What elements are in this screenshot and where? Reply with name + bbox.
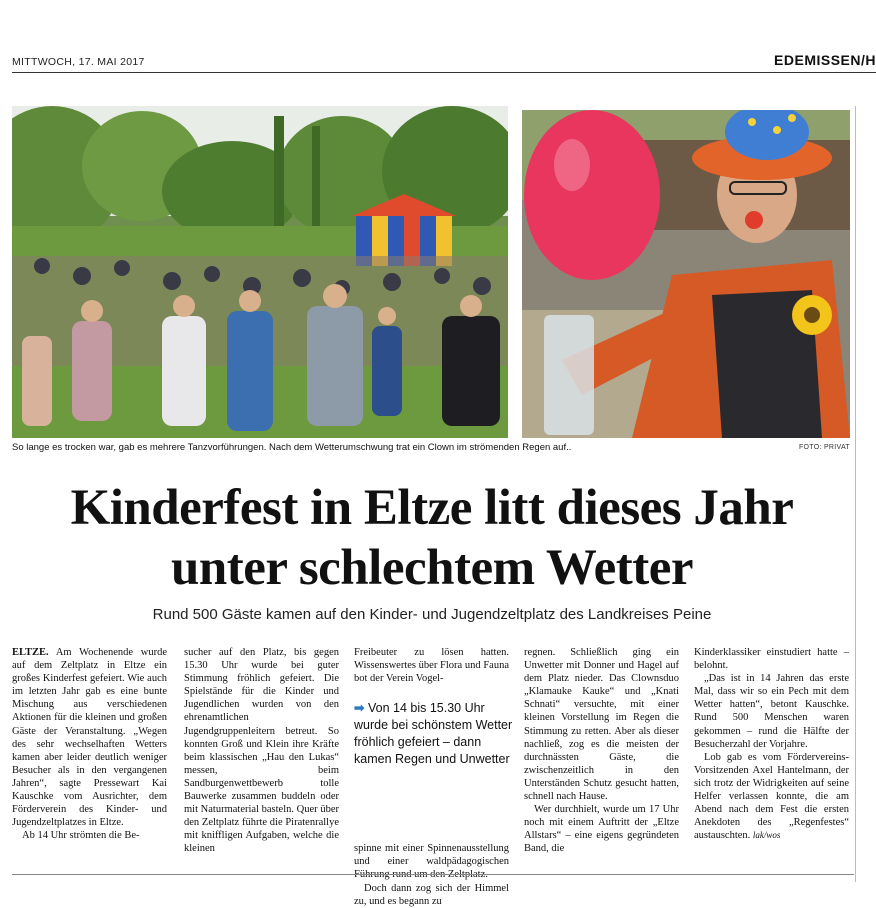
bottom-rule — [12, 874, 854, 875]
section-name: EDEMISSEN/H — [774, 52, 876, 68]
paragraph: regnen. Schließlich ging ein Unwetter mit Donner und Hagel auf dem Platz nieder. Das Clownsduo „Klamauke Kauke“ und „Knati Schnati“ versuchte, mit einer kleinen Vorstellung im Regen die Stimmung zu retten. Aber als dieser nachließ, zog es die meisten der durchnässten Gäste, die zwischenzeitlich in den Unterständen Schutz gesucht hatten, schnell nach Hause. — [524, 647, 679, 803]
headline-line-1: Kinderfest in Eltze litt dieses Jahr — [70, 480, 794, 536]
article-column-5 — [694, 646, 849, 842]
paragraph: Kinderklassiker einstudiert hatte – belohnt. — [694, 647, 849, 672]
paragraph: Freibeuter zu lösen hatten. Wissenswertes über Flora und Fauna bot der Verein Vogel- — [354, 647, 509, 685]
paragraph: Wer durchhielt, wurde um 17 Uhr noch mit einem Auftritt der „Eltze Allstars“ – eine eigens gegründeten Band, die — [524, 804, 679, 855]
pullquote-text: Von 14 bis 15.30 Uhr wurde bei schönstem Wetter fröhlich gefeiert – dann kamen Regen und Unwetter — [354, 701, 513, 766]
author-signature: lak/wos — [752, 830, 781, 841]
subheadline: Rund 500 Gäste kamen auf den Kinder- und Jugendzeltplatz des Landkreises Peine — [152, 606, 712, 623]
paragraph: spinne mit einer Spinnenausstellung und einer waldpädagogischen Führung rund um den Zeltplatz. — [354, 843, 509, 881]
article-column-3 — [354, 646, 509, 908]
paragraph — [694, 751, 849, 843]
paragraph: Ab 14 Uhr strömten die Be- — [22, 830, 140, 842]
paragraph: Doch dann zog sich der Himmel zu, und es begann zu — [354, 882, 509, 907]
arrow-right-icon: ➡ — [354, 701, 365, 715]
column-rule — [855, 106, 856, 882]
photo-clown-balloon — [522, 110, 850, 438]
photo-caption: So lange es trocken war, gab es mehrere Tanzvorführungen. Nach dem Wetterumschwung trat ein Clown im strömenden Regen auf.. — [12, 442, 572, 453]
issue-date: MITTWOCH, 17. MAI 2017 — [12, 56, 145, 68]
photo-credit: FOTO: PRIVAT — [798, 444, 850, 451]
photo-crowd-tent — [12, 106, 508, 438]
clown-scene-illustration — [522, 110, 850, 438]
article-column-2 — [184, 646, 339, 856]
header-rule — [12, 72, 876, 73]
article-column-4 — [524, 646, 679, 856]
pullquote — [354, 700, 514, 768]
paragraph-text: Lob gab es vom Fördervereins-Vorsitzenden Axel Hantelmann, der sich trotz der Widrigkeiten auf seine Helfer verlassen konnte, die am Abend nach dem Fest die ersten Anekdoten des „Regenfestes“ austauschten. — [694, 751, 849, 842]
article-column-1 — [12, 646, 167, 842]
crowd-scene-illustration — [12, 106, 508, 438]
paragraph: sucher auf den Platz, bis gegen 15.30 Uhr wurde bei guter Stimmung fröhlich gefeiert. Die Spielstände für die Kinder und Jugendlichen wurden von den ehrenamtlichen Jugendgruppenleitern betreut. So konnten Groß und Klein ihre Kräfte beim klassischen „Hau den Lukas“ messen, beim Sandburgenwettbewerb tolle Bauwerke zusammen buddeln oder mit Naturmaterial basteln. Quer über den Zeltplatz führte die Piratenrallye mit kniffligen Aufgaben, welche die kleinen — [184, 647, 339, 855]
paragraph — [12, 646, 167, 829]
dateline: ELTZE. — [12, 647, 49, 658]
headline-line-2: unter schlechtem Wetter — [171, 540, 693, 596]
paragraph: „Das ist in 14 Jahren das erste Mal, dass wir so ein Pech mit dem Wetter hatten“, betont Kauschke. Rund 500 Menschen waren gekommen – rund die Hälfte der Besucherzahl der Vorjahre. — [694, 673, 849, 750]
paragraph-text: Am Wochenende wurde auf dem Zeltplatz in Eltze ein großes Kinderfest gefeiert. Wie auch im letzten Jahr gab es eine bunte Mischung aus verschiedenen Aktionen für die kleinen und großen Gäste der Veranstaltung. „Wegen des sehr wechselhaften Wetters kamen aber leider deutlich weniger Besucher als in den vergangenen Jahren“, sagte Pressewart Kai Kauschke vom Ausrichter, dem Förderverein des Kinder- und Jugendzeltplatzes in Eltze. — [12, 647, 167, 829]
